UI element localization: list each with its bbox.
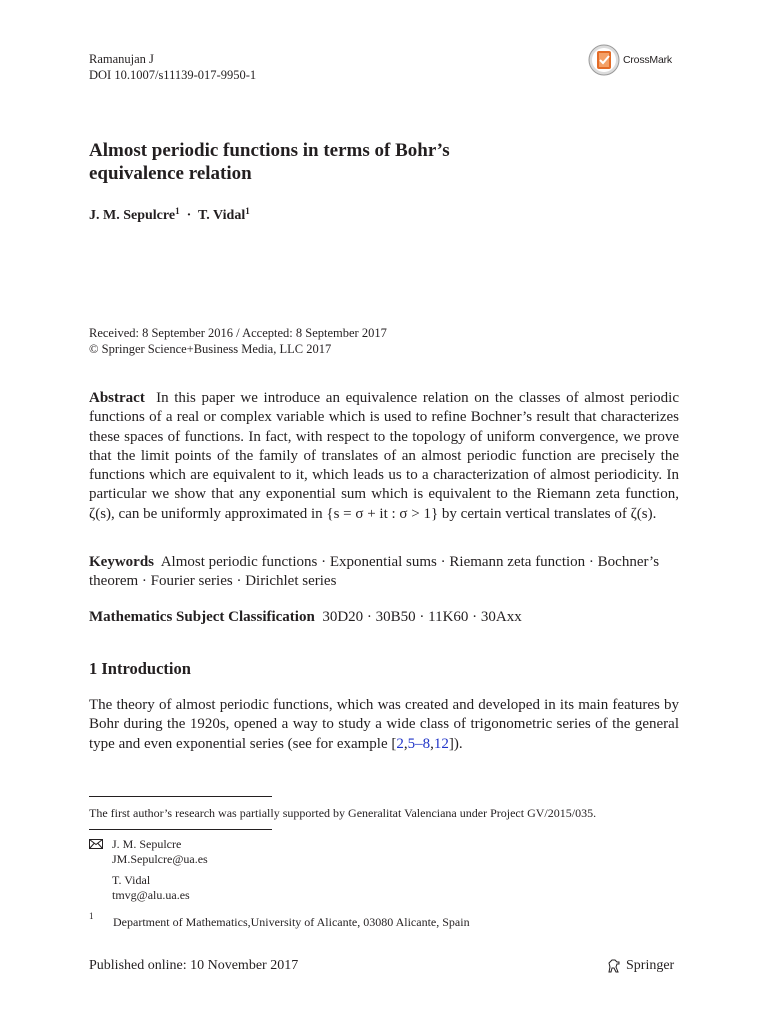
affiliation-mark: 1 [175,206,180,216]
citation-dash: – [415,735,423,752]
author-name[interactable]: T. Vidal [198,208,246,223]
journal-name: Ramanujan J [89,52,154,66]
contact-email[interactable]: tmvg@alu.ua.es [112,888,190,902]
abstract-text: In this paper we introduce an equivalence relation on the classes of almost periodic functions of a real or complex variable which is used to refine Bochner’s result that characterizes these spaces of functions. In fact, with respect to the topology of uniform convergence, we prove that the limit points of the family of translates of an almost periodic function are precisely the functions which are equivalent to it, which leads us to a characterization of almost periodicity. In particular we show that any exponential sum which is equivalent to the Riemann zeta function, ζ(s), can be uniformly approximated in {s = σ + it : σ > 1} by certain vertical translates of ζ(s). [89,390,680,522]
doi[interactable]: DOI 10.1007/s11139-017-9950-1 [89,68,257,82]
paper-title [89,139,689,185]
journal-header [89,51,256,83]
section-number: 1 [89,659,98,678]
funding-footnote: The first author’s research was partially supported by Generalitat Valenciana under Project GV/2015/035. [89,806,597,820]
publisher-name: Springer [626,958,675,973]
publication-dates [89,326,387,357]
publisher-logo [606,958,674,974]
abstract-label: Abstract [89,390,145,406]
abstract [89,389,679,524]
contact-divider [89,829,272,830]
citation-close: ]). [448,735,463,752]
affiliation-text: Department of Mathematics,University of Alicante, 03080 Alicante, Spain [113,915,470,929]
received-accepted: Received: 8 September 2016 / Accepted: 8 September 2017 [89,326,387,340]
contact-name: T. Vidal [112,873,151,887]
msc-label: Mathematics Subject Classification [89,609,315,625]
crossmark-label: CrossMark [623,54,672,66]
crossmark-badge[interactable] [588,44,672,76]
section-heading [89,659,191,679]
intro-paragraph [89,696,679,754]
envelope-icon [89,839,103,849]
citation-link[interactable]: 5 [407,735,416,752]
contact-name: J. M. Sepulcre [112,837,182,851]
msc-codes: 30D20 · 30B50 · 11K60 · 30Axx [322,609,522,625]
keywords-text: Almost periodic functions · Exponential sums · Riemann zeta function · Bochner’s theorem · Fourier series · Dirichlet series [89,554,660,590]
affiliation-number: 1 [89,911,94,921]
citation-link[interactable]: 12 [433,735,449,752]
citation-comma: , [403,735,408,752]
springer-horse-icon [606,958,622,974]
author-separator: · [186,208,192,223]
citation-comma: , [430,735,434,752]
crossmark-icon [588,44,620,76]
published-online: Published online: 10 November 2017 [89,958,299,973]
section-title: Introduction [101,659,191,678]
contact-list [112,837,208,903]
copyright: © Springer Science+Business Media, LLC 2017 [89,341,332,356]
intro-text: The theory of almost periodic functions, which was created and developed in its main features by Bohr during the 1920s, opened a way to study a wide class of trigonometric series of the general type and even exponential series (see for example [ [89,697,679,752]
affiliation-mark: 1 [245,206,250,216]
subject-classification [89,609,679,626]
footnote-divider [89,796,272,797]
title-line-2: equivalence relation [89,163,252,184]
keywords [89,553,679,592]
citation-link[interactable]: 8 [422,735,431,752]
keywords-label: Keywords [89,554,154,570]
author-list [89,206,250,224]
author-name[interactable]: J. M. Sepulcre [89,208,176,223]
title-line-1: Almost periodic functions in terms of Bohr’s [89,140,450,161]
citation-link[interactable]: 2 [396,735,404,752]
contact-email[interactable]: JM.Sepulcre@ua.es [112,852,208,866]
